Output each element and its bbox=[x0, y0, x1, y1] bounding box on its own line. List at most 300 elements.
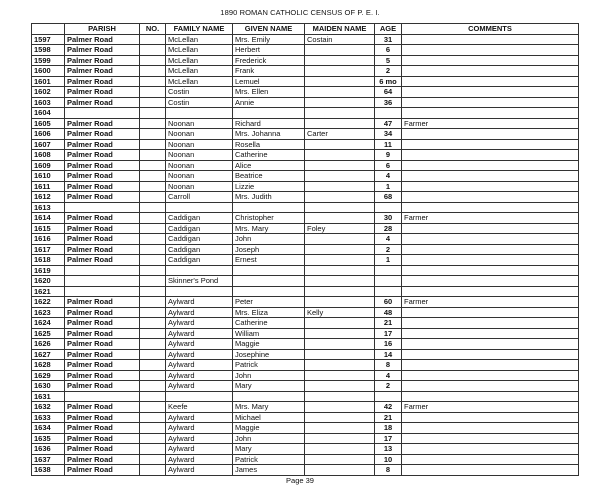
cell-row-number: 1615 bbox=[32, 223, 65, 234]
cell-number bbox=[140, 66, 166, 77]
table-row bbox=[32, 171, 579, 182]
cell-maiden-name bbox=[305, 55, 375, 66]
cell-comments bbox=[402, 129, 579, 140]
cell-age bbox=[375, 286, 402, 297]
cell-given-name: Mrs. Mary bbox=[233, 223, 305, 234]
cell-parish: Palmer Road bbox=[65, 412, 140, 423]
cell-number bbox=[140, 202, 166, 213]
cell-maiden-name bbox=[305, 402, 375, 413]
cell-age: 1 bbox=[375, 255, 402, 266]
table-row bbox=[32, 87, 579, 98]
cell-given-name: Herbert bbox=[233, 45, 305, 56]
cell-parish: Palmer Road bbox=[65, 118, 140, 129]
cell-maiden-name bbox=[305, 66, 375, 77]
table-row bbox=[32, 202, 579, 213]
cell-family-name bbox=[166, 391, 233, 402]
cell-maiden-name bbox=[305, 171, 375, 182]
cell-row-number: 1633 bbox=[32, 412, 65, 423]
table-row bbox=[32, 139, 579, 150]
cell-age: 2 bbox=[375, 66, 402, 77]
cell-family-name: Noonan bbox=[166, 118, 233, 129]
cell-comments bbox=[402, 202, 579, 213]
cell-comments bbox=[402, 171, 579, 182]
cell-given-name: Patrick bbox=[233, 454, 305, 465]
cell-age: 42 bbox=[375, 402, 402, 413]
table-row bbox=[32, 402, 579, 413]
cell-family-name bbox=[166, 108, 233, 119]
cell-number bbox=[140, 360, 166, 371]
table-row bbox=[32, 265, 579, 276]
table-row bbox=[32, 150, 579, 161]
cell-parish: Palmer Road bbox=[65, 318, 140, 329]
cell-comments bbox=[402, 139, 579, 150]
cell-maiden-name bbox=[305, 370, 375, 381]
cell-given-name: John bbox=[233, 370, 305, 381]
cell-number bbox=[140, 297, 166, 308]
column-header-comments: COMMENTS bbox=[402, 24, 579, 35]
cell-row-number: 1630 bbox=[32, 381, 65, 392]
table-row bbox=[32, 129, 579, 140]
cell-number bbox=[140, 318, 166, 329]
cell-comments bbox=[402, 244, 579, 255]
cell-number bbox=[140, 349, 166, 360]
cell-maiden-name bbox=[305, 381, 375, 392]
cell-parish: Palmer Road bbox=[65, 349, 140, 360]
cell-row-number: 1616 bbox=[32, 234, 65, 245]
cell-family-name: McLellan bbox=[166, 34, 233, 45]
cell-number bbox=[140, 454, 166, 465]
cell-comments bbox=[402, 465, 579, 476]
table-row bbox=[32, 276, 579, 287]
cell-family-name: Aylward bbox=[166, 307, 233, 318]
cell-number bbox=[140, 160, 166, 171]
cell-family-name: Noonan bbox=[166, 171, 233, 182]
cell-family-name: Aylward bbox=[166, 433, 233, 444]
cell-maiden-name bbox=[305, 286, 375, 297]
cell-maiden-name bbox=[305, 181, 375, 192]
cell-maiden-name bbox=[305, 118, 375, 129]
cell-family-name: Aylward bbox=[166, 349, 233, 360]
cell-maiden-name bbox=[305, 97, 375, 108]
cell-family-name: Aylward bbox=[166, 360, 233, 371]
cell-family-name: Caddigan bbox=[166, 255, 233, 266]
cell-comments bbox=[402, 370, 579, 381]
cell-given-name: Peter bbox=[233, 297, 305, 308]
cell-maiden-name: Foley bbox=[305, 223, 375, 234]
cell-parish: Palmer Road bbox=[65, 213, 140, 224]
cell-maiden-name: Kelly bbox=[305, 307, 375, 318]
cell-given-name: Beatrice bbox=[233, 171, 305, 182]
cell-row-number: 1621 bbox=[32, 286, 65, 297]
cell-comments bbox=[402, 66, 579, 77]
cell-given-name: Mrs. Eliza bbox=[233, 307, 305, 318]
column-header-given-name: GIVEN NAME bbox=[233, 24, 305, 35]
table-row bbox=[32, 370, 579, 381]
cell-maiden-name bbox=[305, 265, 375, 276]
cell-number bbox=[140, 118, 166, 129]
table-row bbox=[32, 339, 579, 350]
cell-family-name: Aylward bbox=[166, 381, 233, 392]
cell-comments bbox=[402, 423, 579, 434]
cell-age: 9 bbox=[375, 150, 402, 161]
cell-maiden-name bbox=[305, 276, 375, 287]
column-header-number: NO. bbox=[140, 24, 166, 35]
cell-parish: Palmer Road bbox=[65, 297, 140, 308]
table-row bbox=[32, 307, 579, 318]
cell-age: 14 bbox=[375, 349, 402, 360]
cell-age: 2 bbox=[375, 381, 402, 392]
cell-number bbox=[140, 433, 166, 444]
cell-maiden-name bbox=[305, 87, 375, 98]
cell-family-name: Aylward bbox=[166, 454, 233, 465]
cell-age: 4 bbox=[375, 171, 402, 182]
cell-age bbox=[375, 202, 402, 213]
cell-parish: Palmer Road bbox=[65, 423, 140, 434]
cell-given-name: John bbox=[233, 234, 305, 245]
table-row bbox=[32, 412, 579, 423]
cell-comments bbox=[402, 328, 579, 339]
cell-given-name bbox=[233, 276, 305, 287]
cell-parish: Palmer Road bbox=[65, 339, 140, 350]
cell-comments bbox=[402, 265, 579, 276]
cell-maiden-name bbox=[305, 465, 375, 476]
cell-given-name bbox=[233, 265, 305, 276]
column-header-family-name: FAMILY NAME bbox=[166, 24, 233, 35]
cell-family-name: Keefe bbox=[166, 402, 233, 413]
cell-age: 48 bbox=[375, 307, 402, 318]
cell-age: 5 bbox=[375, 55, 402, 66]
cell-parish bbox=[65, 286, 140, 297]
table-row bbox=[32, 45, 579, 56]
cell-parish: Palmer Road bbox=[65, 129, 140, 140]
table-row bbox=[32, 318, 579, 329]
cell-number bbox=[140, 76, 166, 87]
cell-age: 6 bbox=[375, 160, 402, 171]
cell-comments bbox=[402, 255, 579, 266]
cell-given-name: William bbox=[233, 328, 305, 339]
cell-number bbox=[140, 381, 166, 392]
cell-comments bbox=[402, 360, 579, 371]
cell-given-name: James bbox=[233, 465, 305, 476]
cell-family-name: Caddigan bbox=[166, 244, 233, 255]
cell-family-name: Skinner's Pond bbox=[166, 276, 233, 287]
cell-family-name: Aylward bbox=[166, 423, 233, 434]
cell-row-number: 1606 bbox=[32, 129, 65, 140]
cell-comments bbox=[402, 223, 579, 234]
table-row bbox=[32, 381, 579, 392]
cell-parish: Palmer Road bbox=[65, 444, 140, 455]
table-row bbox=[32, 391, 579, 402]
cell-comments bbox=[402, 286, 579, 297]
cell-family-name: Noonan bbox=[166, 181, 233, 192]
cell-parish: Palmer Road bbox=[65, 454, 140, 465]
cell-row-number: 1597 bbox=[32, 34, 65, 45]
cell-age: 60 bbox=[375, 297, 402, 308]
table-row bbox=[32, 55, 579, 66]
cell-family-name: Noonan bbox=[166, 160, 233, 171]
table-row bbox=[32, 360, 579, 371]
cell-row-number: 1614 bbox=[32, 213, 65, 224]
table-row bbox=[32, 118, 579, 129]
cell-age: 64 bbox=[375, 87, 402, 98]
cell-row-number: 1631 bbox=[32, 391, 65, 402]
cell-number bbox=[140, 34, 166, 45]
cell-comments bbox=[402, 307, 579, 318]
cell-given-name: Lizzie bbox=[233, 181, 305, 192]
cell-parish bbox=[65, 202, 140, 213]
cell-family-name: Aylward bbox=[166, 318, 233, 329]
cell-family-name: Aylward bbox=[166, 339, 233, 350]
cell-comments: Farmer bbox=[402, 118, 579, 129]
cell-comments bbox=[402, 444, 579, 455]
cell-family-name: Aylward bbox=[166, 297, 233, 308]
cell-row-number: 1627 bbox=[32, 349, 65, 360]
cell-parish: Palmer Road bbox=[65, 402, 140, 413]
cell-comments bbox=[402, 276, 579, 287]
cell-given-name: John bbox=[233, 433, 305, 444]
cell-age: 4 bbox=[375, 234, 402, 245]
cell-number bbox=[140, 97, 166, 108]
cell-given-name: Mrs. Ellen bbox=[233, 87, 305, 98]
table-row bbox=[32, 465, 579, 476]
cell-number bbox=[140, 444, 166, 455]
cell-parish: Palmer Road bbox=[65, 234, 140, 245]
cell-given-name: Annie bbox=[233, 97, 305, 108]
cell-row-number: 1609 bbox=[32, 160, 65, 171]
cell-row-number: 1634 bbox=[32, 423, 65, 434]
cell-parish: Palmer Road bbox=[65, 223, 140, 234]
cell-family-name: Aylward bbox=[166, 412, 233, 423]
cell-maiden-name bbox=[305, 192, 375, 203]
cell-number bbox=[140, 339, 166, 350]
cell-number bbox=[140, 139, 166, 150]
table-row bbox=[32, 108, 579, 119]
cell-maiden-name bbox=[305, 423, 375, 434]
cell-row-number: 1603 bbox=[32, 97, 65, 108]
column-header-maiden-name: MAIDEN NAME bbox=[305, 24, 375, 35]
cell-age: 30 bbox=[375, 213, 402, 224]
cell-given-name: Ernest bbox=[233, 255, 305, 266]
cell-age: 6 bbox=[375, 45, 402, 56]
cell-maiden-name bbox=[305, 213, 375, 224]
column-header-parish: PARISH bbox=[65, 24, 140, 35]
cell-maiden-name: Carter bbox=[305, 129, 375, 140]
table-row bbox=[32, 433, 579, 444]
cell-row-number: 1598 bbox=[32, 45, 65, 56]
table-row bbox=[32, 234, 579, 245]
cell-age bbox=[375, 108, 402, 119]
cell-age: 31 bbox=[375, 34, 402, 45]
cell-family-name: Caddigan bbox=[166, 223, 233, 234]
cell-family-name bbox=[166, 286, 233, 297]
cell-row-number: 1607 bbox=[32, 139, 65, 150]
cell-row-number: 1602 bbox=[32, 87, 65, 98]
cell-maiden-name bbox=[305, 202, 375, 213]
cell-comments bbox=[402, 412, 579, 423]
cell-row-number: 1620 bbox=[32, 276, 65, 287]
cell-maiden-name bbox=[305, 234, 375, 245]
cell-age: 17 bbox=[375, 433, 402, 444]
cell-number bbox=[140, 171, 166, 182]
cell-age: 17 bbox=[375, 328, 402, 339]
cell-comments bbox=[402, 454, 579, 465]
cell-age: 11 bbox=[375, 139, 402, 150]
cell-number bbox=[140, 412, 166, 423]
table-row bbox=[32, 34, 579, 45]
cell-row-number: 1635 bbox=[32, 433, 65, 444]
cell-row-number: 1629 bbox=[32, 370, 65, 381]
cell-given-name: Maggie bbox=[233, 423, 305, 434]
cell-given-name: Maggie bbox=[233, 339, 305, 350]
cell-comments bbox=[402, 381, 579, 392]
cell-number bbox=[140, 223, 166, 234]
cell-family-name: McLellan bbox=[166, 45, 233, 56]
cell-number bbox=[140, 370, 166, 381]
cell-age: 16 bbox=[375, 339, 402, 350]
table-row bbox=[32, 255, 579, 266]
cell-family-name: Caddigan bbox=[166, 213, 233, 224]
cell-maiden-name bbox=[305, 328, 375, 339]
cell-age bbox=[375, 265, 402, 276]
table-row bbox=[32, 423, 579, 434]
table-row bbox=[32, 286, 579, 297]
cell-age: 6 mo bbox=[375, 76, 402, 87]
cell-number bbox=[140, 402, 166, 413]
cell-number bbox=[140, 234, 166, 245]
cell-family-name: Aylward bbox=[166, 465, 233, 476]
cell-age: 8 bbox=[375, 465, 402, 476]
page-number: Page 39 bbox=[286, 476, 314, 485]
cell-row-number: 1608 bbox=[32, 150, 65, 161]
cell-row-number: 1638 bbox=[32, 465, 65, 476]
cell-parish: Palmer Road bbox=[65, 139, 140, 150]
cell-row-number: 1599 bbox=[32, 55, 65, 66]
cell-number bbox=[140, 129, 166, 140]
table-row bbox=[32, 328, 579, 339]
cell-row-number: 1618 bbox=[32, 255, 65, 266]
cell-parish: Palmer Road bbox=[65, 465, 140, 476]
cell-comments bbox=[402, 433, 579, 444]
cell-maiden-name bbox=[305, 244, 375, 255]
cell-given-name: Mrs. Emily bbox=[233, 34, 305, 45]
cell-age: 18 bbox=[375, 423, 402, 434]
cell-parish: Palmer Road bbox=[65, 55, 140, 66]
cell-family-name: Costin bbox=[166, 87, 233, 98]
cell-comments bbox=[402, 108, 579, 119]
cell-comments: Farmer bbox=[402, 402, 579, 413]
census-table bbox=[31, 23, 579, 476]
cell-age: 36 bbox=[375, 97, 402, 108]
cell-parish bbox=[65, 265, 140, 276]
cell-row-number: 1611 bbox=[32, 181, 65, 192]
cell-family-name: Noonan bbox=[166, 139, 233, 150]
cell-parish: Palmer Road bbox=[65, 150, 140, 161]
cell-age: 8 bbox=[375, 360, 402, 371]
cell-parish: Palmer Road bbox=[65, 307, 140, 318]
cell-number bbox=[140, 307, 166, 318]
cell-age: 21 bbox=[375, 412, 402, 423]
cell-parish: Palmer Road bbox=[65, 160, 140, 171]
table-row bbox=[32, 66, 579, 77]
cell-maiden-name bbox=[305, 45, 375, 56]
cell-given-name: Alice bbox=[233, 160, 305, 171]
cell-age: 28 bbox=[375, 223, 402, 234]
cell-comments bbox=[402, 349, 579, 360]
cell-family-name: McLellan bbox=[166, 66, 233, 77]
cell-age bbox=[375, 276, 402, 287]
cell-given-name bbox=[233, 108, 305, 119]
table-row bbox=[32, 297, 579, 308]
cell-family-name: Carroll bbox=[166, 192, 233, 203]
cell-family-name: McLellan bbox=[166, 55, 233, 66]
cell-number bbox=[140, 181, 166, 192]
cell-given-name: Richard bbox=[233, 118, 305, 129]
cell-comments bbox=[402, 87, 579, 98]
cell-comments bbox=[402, 34, 579, 45]
cell-number bbox=[140, 276, 166, 287]
cell-age: 1 bbox=[375, 181, 402, 192]
cell-parish: Palmer Road bbox=[65, 255, 140, 266]
cell-given-name: Lemuel bbox=[233, 76, 305, 87]
table-row bbox=[32, 192, 579, 203]
table-row bbox=[32, 76, 579, 87]
cell-row-number: 1619 bbox=[32, 265, 65, 276]
cell-number bbox=[140, 391, 166, 402]
table-row bbox=[32, 244, 579, 255]
cell-maiden-name bbox=[305, 150, 375, 161]
cell-age: 34 bbox=[375, 129, 402, 140]
cell-row-number: 1628 bbox=[32, 360, 65, 371]
cell-row-number: 1637 bbox=[32, 454, 65, 465]
page-title: 1890 ROMAN CATHOLIC CENSUS OF P. E. I. bbox=[220, 8, 380, 17]
cell-row-number: 1636 bbox=[32, 444, 65, 455]
cell-given-name: Joseph bbox=[233, 244, 305, 255]
header-row bbox=[32, 24, 579, 35]
cell-number bbox=[140, 286, 166, 297]
cell-comments bbox=[402, 150, 579, 161]
cell-comments bbox=[402, 76, 579, 87]
cell-age: 13 bbox=[375, 444, 402, 455]
cell-maiden-name bbox=[305, 139, 375, 150]
table-row bbox=[32, 349, 579, 360]
cell-maiden-name bbox=[305, 108, 375, 119]
cell-number bbox=[140, 213, 166, 224]
cell-parish: Palmer Road bbox=[65, 45, 140, 56]
cell-row-number: 1610 bbox=[32, 171, 65, 182]
cell-comments bbox=[402, 45, 579, 56]
cell-row-number: 1600 bbox=[32, 66, 65, 77]
cell-age: 4 bbox=[375, 370, 402, 381]
cell-given-name: Mrs. Judith bbox=[233, 192, 305, 203]
cell-given-name: Frederick bbox=[233, 55, 305, 66]
cell-maiden-name bbox=[305, 360, 375, 371]
column-header-row-number bbox=[32, 24, 65, 35]
cell-row-number: 1612 bbox=[32, 192, 65, 203]
cell-number bbox=[140, 150, 166, 161]
cell-row-number: 1613 bbox=[32, 202, 65, 213]
cell-family-name: Aylward bbox=[166, 328, 233, 339]
cell-comments bbox=[402, 181, 579, 192]
cell-row-number: 1625 bbox=[32, 328, 65, 339]
cell-family-name bbox=[166, 202, 233, 213]
cell-row-number: 1601 bbox=[32, 76, 65, 87]
cell-parish: Palmer Road bbox=[65, 34, 140, 45]
cell-row-number: 1605 bbox=[32, 118, 65, 129]
cell-family-name bbox=[166, 265, 233, 276]
cell-given-name: Mrs. Mary bbox=[233, 402, 305, 413]
cell-parish: Palmer Road bbox=[65, 76, 140, 87]
table-row bbox=[32, 213, 579, 224]
